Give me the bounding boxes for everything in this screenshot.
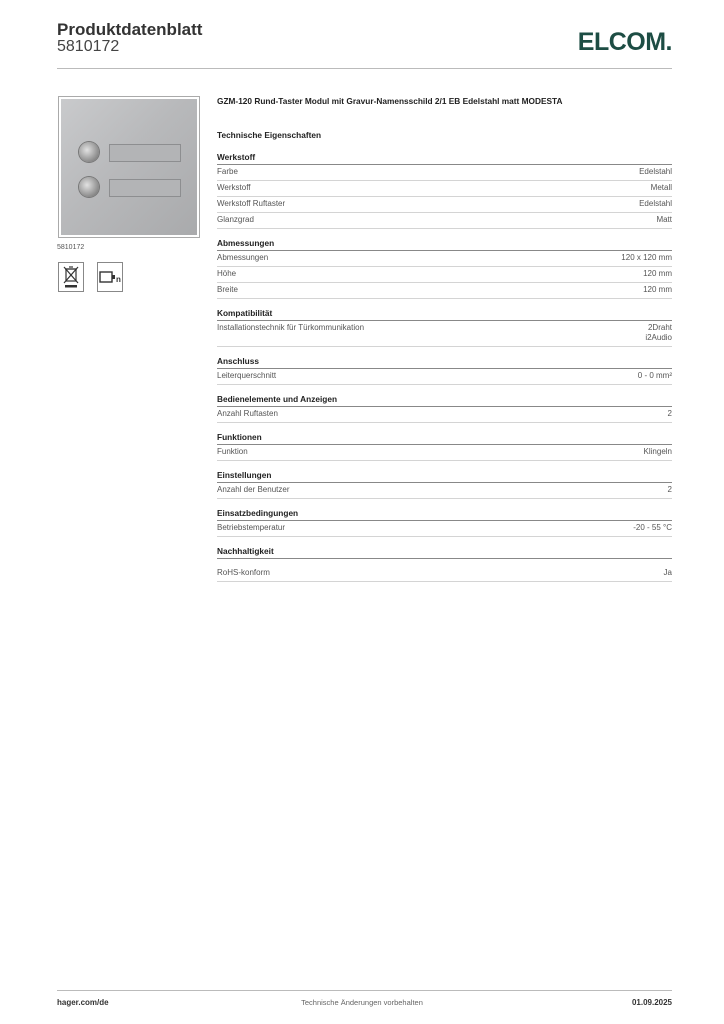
- name-plate-2: [109, 179, 181, 197]
- spec-row: [217, 369, 672, 385]
- spec-row: [217, 483, 672, 499]
- spec-value: Edelstahl: [639, 167, 672, 176]
- spec-label: Höhe: [217, 269, 237, 278]
- section-anschluss: [217, 356, 672, 385]
- section-title: Abmessungen: [217, 238, 672, 251]
- header-divider: [57, 68, 672, 69]
- spec-row: [217, 197, 672, 213]
- spec-row: [217, 283, 672, 299]
- section-title: Werkstoff: [217, 152, 672, 165]
- section-nachhaltigkeit: [217, 546, 672, 582]
- spec-label: Werkstoff Ruftaster: [217, 199, 286, 208]
- section-title: Nachhaltigkeit: [217, 546, 672, 559]
- header-product-code: 5810172: [57, 38, 120, 55]
- spec-value: Edelstahl: [639, 199, 672, 208]
- spec-row: [217, 521, 672, 537]
- section-title: Einsatzbedingungen: [217, 508, 672, 521]
- footer-center-note: Technische Änderungen vorbehalten: [301, 998, 423, 1007]
- spec-label: Installationstechnik für Türkommunikation: [217, 323, 365, 332]
- section-kompatibilitaet: [217, 308, 672, 347]
- spec-value: Matt: [656, 215, 672, 224]
- section-werkstoff: [217, 152, 672, 229]
- elcom-logo: ELCOM.: [577, 28, 672, 56]
- spec-row: [217, 445, 672, 461]
- section-title: Kompatibilität: [217, 308, 672, 321]
- section-title: Bedienelemente und Anzeigen: [217, 394, 672, 407]
- main-content: [217, 96, 672, 591]
- power-supply-label: n: [116, 275, 121, 284]
- spec-row: [217, 267, 672, 283]
- weee-icon: [58, 262, 84, 292]
- power-supply-icon: [97, 262, 123, 292]
- stainless-plate: [61, 99, 197, 235]
- spec-row: [217, 251, 672, 267]
- footer-website-link[interactable]: hager.com/de: [57, 998, 109, 1007]
- spec-label: Anzahl Ruftasten: [217, 409, 278, 418]
- spec-label: Anzahl der Benutzer: [217, 485, 290, 494]
- footer-date: 01.09.2025: [631, 998, 672, 1007]
- section-abmessungen: [217, 238, 672, 299]
- spec-value: 2Draht i2Audio: [645, 323, 672, 342]
- section-title: Einstellungen: [217, 470, 672, 483]
- product-image: [58, 96, 200, 238]
- name-plate-1: [109, 144, 181, 162]
- spec-value: Metall: [650, 183, 672, 192]
- spec-row: [217, 213, 672, 229]
- call-button-1: [79, 142, 99, 162]
- spec-value: Klingeln: [643, 447, 672, 456]
- product-title: GZM-120 Rund-Taster Modul mit Gravur-Namensschild 2/1 EB Edelstahl matt MODESTA: [217, 96, 563, 106]
- spec-value: 120 mm: [643, 269, 672, 278]
- spec-value: 120 mm: [643, 285, 672, 294]
- spec-label: Abmessungen: [217, 253, 269, 262]
- section-einsatzbedingungen: [217, 508, 672, 537]
- spec-row: [217, 181, 672, 197]
- spec-label: Farbe: [217, 167, 238, 176]
- technical-properties-heading: Technische Eigenschaften: [217, 130, 322, 140]
- spec-label: RoHS-konform: [217, 568, 270, 577]
- spec-row: [217, 407, 672, 423]
- spec-value: -20 - 55 °C: [633, 523, 672, 532]
- spec-value: 2: [667, 409, 672, 418]
- section-funktionen: [217, 432, 672, 461]
- image-caption: 5810172: [57, 244, 85, 251]
- spec-label: Betriebstemperatur: [217, 523, 286, 532]
- call-button-2: [79, 177, 99, 197]
- section-title: Funktionen: [217, 432, 672, 445]
- footer-divider: [57, 990, 672, 991]
- spec-row: [217, 566, 672, 582]
- spec-row: [217, 165, 672, 181]
- spec-value: Ja: [663, 568, 672, 577]
- spec-value: 0 - 0 mm²: [637, 371, 672, 380]
- section-bedienelemente: [217, 394, 672, 423]
- section-title: Anschluss: [217, 356, 672, 369]
- spec-value: 2: [667, 485, 672, 494]
- spec-label: Funktion: [217, 447, 248, 456]
- spec-label: Breite: [217, 285, 238, 294]
- spec-value: 120 x 120 mm: [621, 253, 672, 262]
- section-einstellungen: [217, 470, 672, 499]
- spec-label: Glanzgrad: [217, 215, 254, 224]
- spec-row: [217, 321, 672, 347]
- spec-label: Leiterquerschnitt: [217, 371, 277, 380]
- spec-label: Werkstoff: [217, 183, 251, 192]
- header-title: Produktdatenblatt: [57, 20, 203, 39]
